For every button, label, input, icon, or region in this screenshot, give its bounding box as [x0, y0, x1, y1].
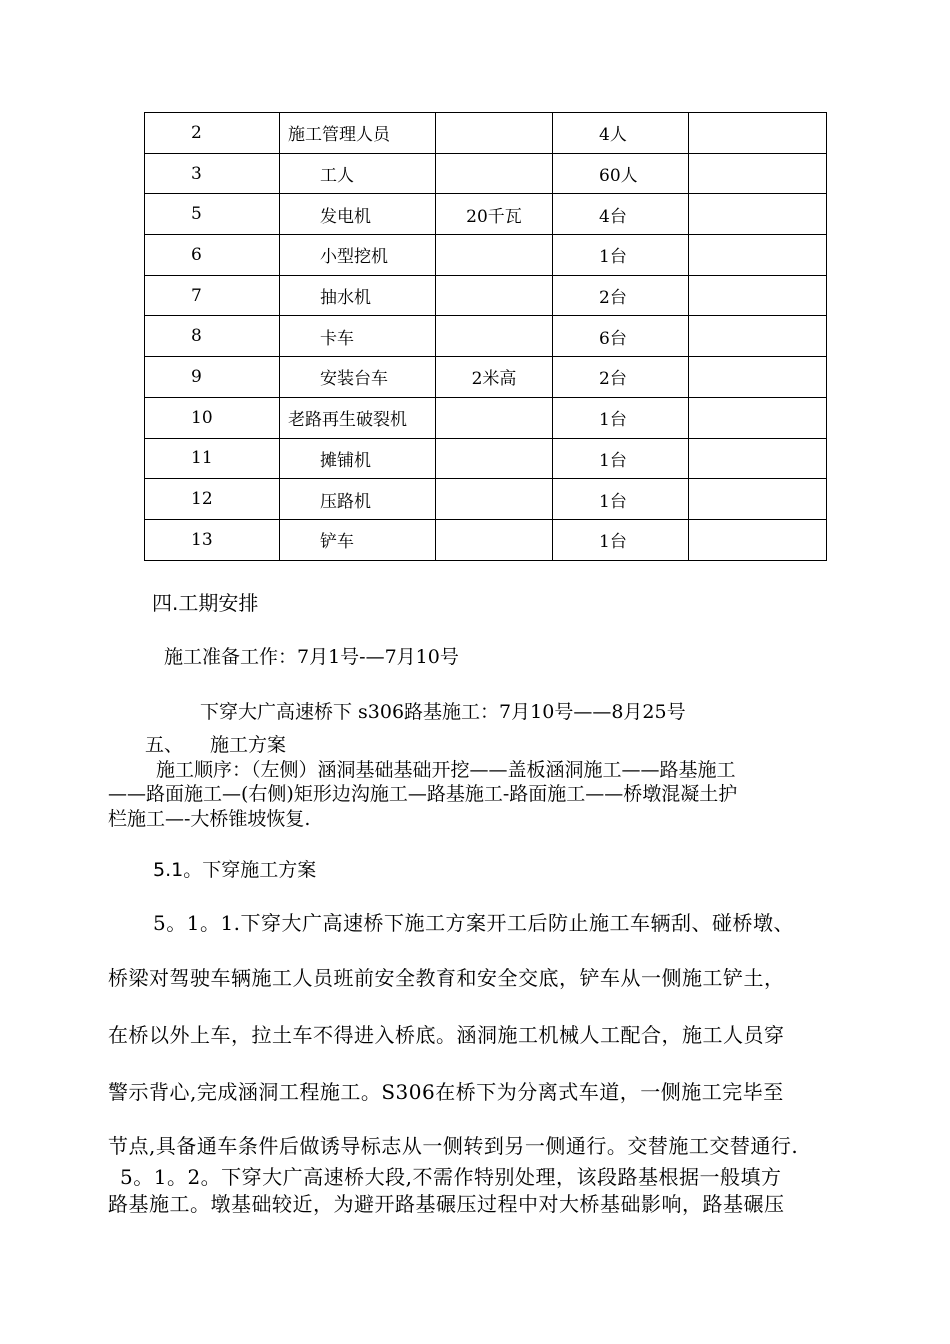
- item-name-cell: 摊铺机: [280, 438, 436, 479]
- table-row: [145, 153, 827, 194]
- item-name-cell: 工人: [280, 153, 436, 194]
- note-cell: [689, 113, 827, 154]
- spec-cell: 2米高: [436, 357, 553, 398]
- table-row: [145, 194, 827, 235]
- section4-heading: 四.工期安排: [152, 591, 259, 615]
- note-cell: [689, 153, 827, 194]
- spec-cell: [436, 519, 553, 560]
- quantity-cell: 4人: [553, 113, 689, 154]
- quantity-cell: 60人: [553, 153, 689, 194]
- spec-cell: [436, 438, 553, 479]
- row-number-cell: 2: [145, 113, 280, 154]
- row-number-cell: 5: [145, 194, 280, 235]
- note-cell: [689, 357, 827, 398]
- item-name-cell: 小型挖机: [280, 235, 436, 276]
- item-name-cell: 压路机: [280, 479, 436, 520]
- underpass-schedule: 下穿大广高速桥下 s306路基施工：7月10号——8月25号: [200, 701, 686, 723]
- table-row: [145, 519, 827, 560]
- note-cell: [689, 194, 827, 235]
- table-row: [145, 316, 827, 357]
- spec-cell: 20千瓦: [436, 194, 553, 235]
- quantity-cell: 1台: [553, 479, 689, 520]
- p511-line-5: 节点,具备通车条件后做诱导标志从一侧转到另一侧通行。交替施工交替通行.: [108, 1134, 799, 1158]
- item-name-cell: 施工管理人员: [280, 113, 436, 154]
- section5-heading: 施工方案: [210, 734, 287, 756]
- quantity-cell: 1台: [553, 519, 689, 560]
- quantity-cell: 2台: [553, 357, 689, 398]
- item-name-cell: 安装台车: [280, 357, 436, 398]
- quantity-cell: 2台: [553, 275, 689, 316]
- spec-cell: [436, 479, 553, 520]
- row-number-cell: 8: [145, 316, 280, 357]
- quantity-cell: 1台: [553, 397, 689, 438]
- row-number-cell: 9: [145, 357, 280, 398]
- sequence-line-2: ——路面施工—(右侧)矩形边沟施工—路基施工-路面施工——桥墩混凝土护: [108, 783, 738, 805]
- p512-line-1: 5。1。2。下穿大广高速桥大段,不需作特别处理，该段路基根据一般填方: [120, 1165, 782, 1189]
- note-cell: [689, 397, 827, 438]
- table-row: [145, 235, 827, 276]
- quantity-cell: 6台: [553, 316, 689, 357]
- row-number-cell: 11: [145, 438, 280, 479]
- table-row: [145, 275, 827, 316]
- row-number-cell: 6: [145, 235, 280, 276]
- note-cell: [689, 519, 827, 560]
- note-cell: [689, 438, 827, 479]
- prep-schedule: 施工准备工作：7月1号-—7月10号: [164, 646, 459, 668]
- note-cell: [689, 275, 827, 316]
- quantity-cell: 4台: [553, 194, 689, 235]
- spec-cell: [436, 275, 553, 316]
- p511-line-1: 5。1。1.下穿大广高速桥下施工方案开工后防止施工车辆刮、碰桥墩、: [153, 911, 795, 935]
- note-cell: [689, 316, 827, 357]
- p511-line-4: 警示背心,完成涵洞工程施工。S306在桥下为分离式车道，一侧施工完毕至: [108, 1080, 784, 1104]
- item-name-cell: 老路再生破裂机: [280, 397, 436, 438]
- item-name-cell: 铲车: [280, 519, 436, 560]
- note-cell: [689, 235, 827, 276]
- p511-line-2: 桥梁对驾驶车辆施工人员班前安全教育和安全交底，铲车从一侧施工铲土，: [108, 966, 785, 990]
- table-row: [145, 479, 827, 520]
- section5-heading-num: 五、: [145, 734, 184, 756]
- equipment-table: [144, 112, 827, 561]
- spec-cell: [436, 113, 553, 154]
- row-number-cell: 13: [145, 519, 280, 560]
- table-row: [145, 397, 827, 438]
- sequence-line-3: 栏施工—-大桥锥坡恢复.: [108, 808, 311, 830]
- item-name-cell: 卡车: [280, 316, 436, 357]
- table-row: [145, 113, 827, 154]
- spec-cell: [436, 397, 553, 438]
- table-row: [145, 438, 827, 479]
- subsection-heading: 5.1。下穿施工方案: [153, 859, 317, 881]
- quantity-cell: 1台: [553, 235, 689, 276]
- row-number-cell: 7: [145, 275, 280, 316]
- spec-cell: [436, 235, 553, 276]
- spec-cell: [436, 316, 553, 357]
- sequence-line-1: 施工顺序：（左侧）涵洞基础基础开挖——盖板涵洞施工——路基施工: [156, 759, 736, 781]
- table-row: [145, 357, 827, 398]
- item-name-cell: 抽水机: [280, 275, 436, 316]
- row-number-cell: 3: [145, 153, 280, 194]
- p511-line-3: 在桥以外上车，拉土车不得进入桥底。涵洞施工机械人工配合，施工人员穿: [108, 1023, 785, 1047]
- quantity-cell: 1台: [553, 438, 689, 479]
- row-number-cell: 12: [145, 479, 280, 520]
- item-name-cell: 发电机: [280, 194, 436, 235]
- row-number-cell: 10: [145, 397, 280, 438]
- spec-cell: [436, 153, 553, 194]
- p512-line-2: 路基施工。墩基础较近，为避开路基碾压过程中对大桥基础影响，路基碾压: [108, 1192, 785, 1216]
- note-cell: [689, 479, 827, 520]
